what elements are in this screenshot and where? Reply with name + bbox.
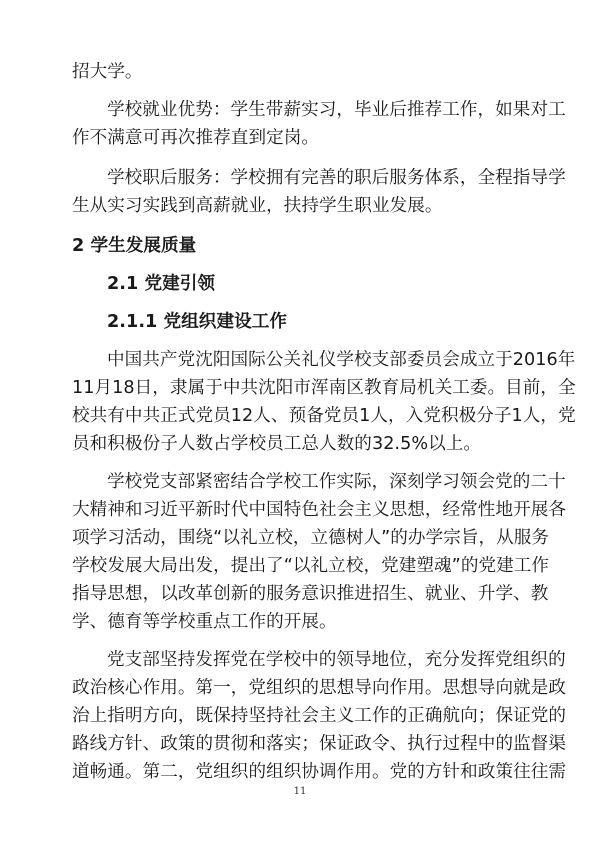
- paragraph-line: 学校职后服务：学校拥有完善的职后服务体系，全程指导学: [107, 168, 566, 188]
- page-number: 11: [293, 786, 307, 797]
- paragraph-line: 学校发展大局出发，提出了“以礼立校，党建塑魂”的党建工作: [72, 556, 550, 576]
- section-heading: 2 学生发展质量: [72, 236, 197, 256]
- paragraph-line: 员和积极份子人数占学校员工总人数的32.5%以上。: [72, 434, 482, 454]
- paragraph-line: 大精神和习近平新时代中国特色社会主义思想，经常性地开展各: [72, 500, 567, 520]
- paragraph-line: 校共有中共正式党员12人、预备党员1人，入党积极分子1人，党: [72, 406, 576, 426]
- paragraph-line: 学校党支部紧密结合学校工作实际，深刻学习领会党的二十: [107, 472, 566, 492]
- paragraph-line: 生从实习实践到高薪就业，扶持学生职业发展。: [72, 196, 443, 216]
- paragraph-line: 作不满意可再次推荐直到定岗。: [72, 128, 320, 148]
- paragraph-line: 11月18日，隶属于中共沈阳市浑南区教育局机关工委。目前，全: [72, 378, 576, 398]
- subsection-heading: 2.1 党建引领: [107, 274, 216, 294]
- paragraph-line: 党支部坚持发挥党在学校中的领导地位，充分发挥党组织的: [107, 650, 566, 670]
- subsubsection-heading: 2.1.1 党组织建设工作: [107, 312, 288, 332]
- paragraph-line: 招大学。: [72, 62, 143, 82]
- paragraph-line: 道畅通。第二，党组织的组织协调作用。党的方针和政策往往需: [72, 762, 567, 782]
- paragraph-line: 政治核心作用。第一，党组织的思想导向作用。思想导向就是政: [72, 678, 567, 698]
- paragraph-line: 学、德育等学校重点工作的开展。: [72, 612, 337, 632]
- paragraph-line: 指导思想，以改革创新的服务意识推进招生、就业、升学、教: [72, 584, 549, 604]
- paragraph-line: 治上指明方向，既保持坚持社会主义工作的正确航向；保证党的: [72, 706, 567, 726]
- paragraph-line: 学校就业优势：学生带薪实习，毕业后推荐工作，如果对工: [107, 100, 566, 120]
- paragraph-line: 路线方针、政策的贯彻和落实；保证政令、执行过程中的监督渠: [72, 734, 567, 754]
- paragraph-line: 项学习活动，围绕“以礼立校，立德树人”的办学宗旨，从服务: [72, 528, 550, 548]
- paragraph-line: 中国共产党沈阳国际公关礼仪学校支部委员会成立于2016年: [107, 350, 576, 370]
